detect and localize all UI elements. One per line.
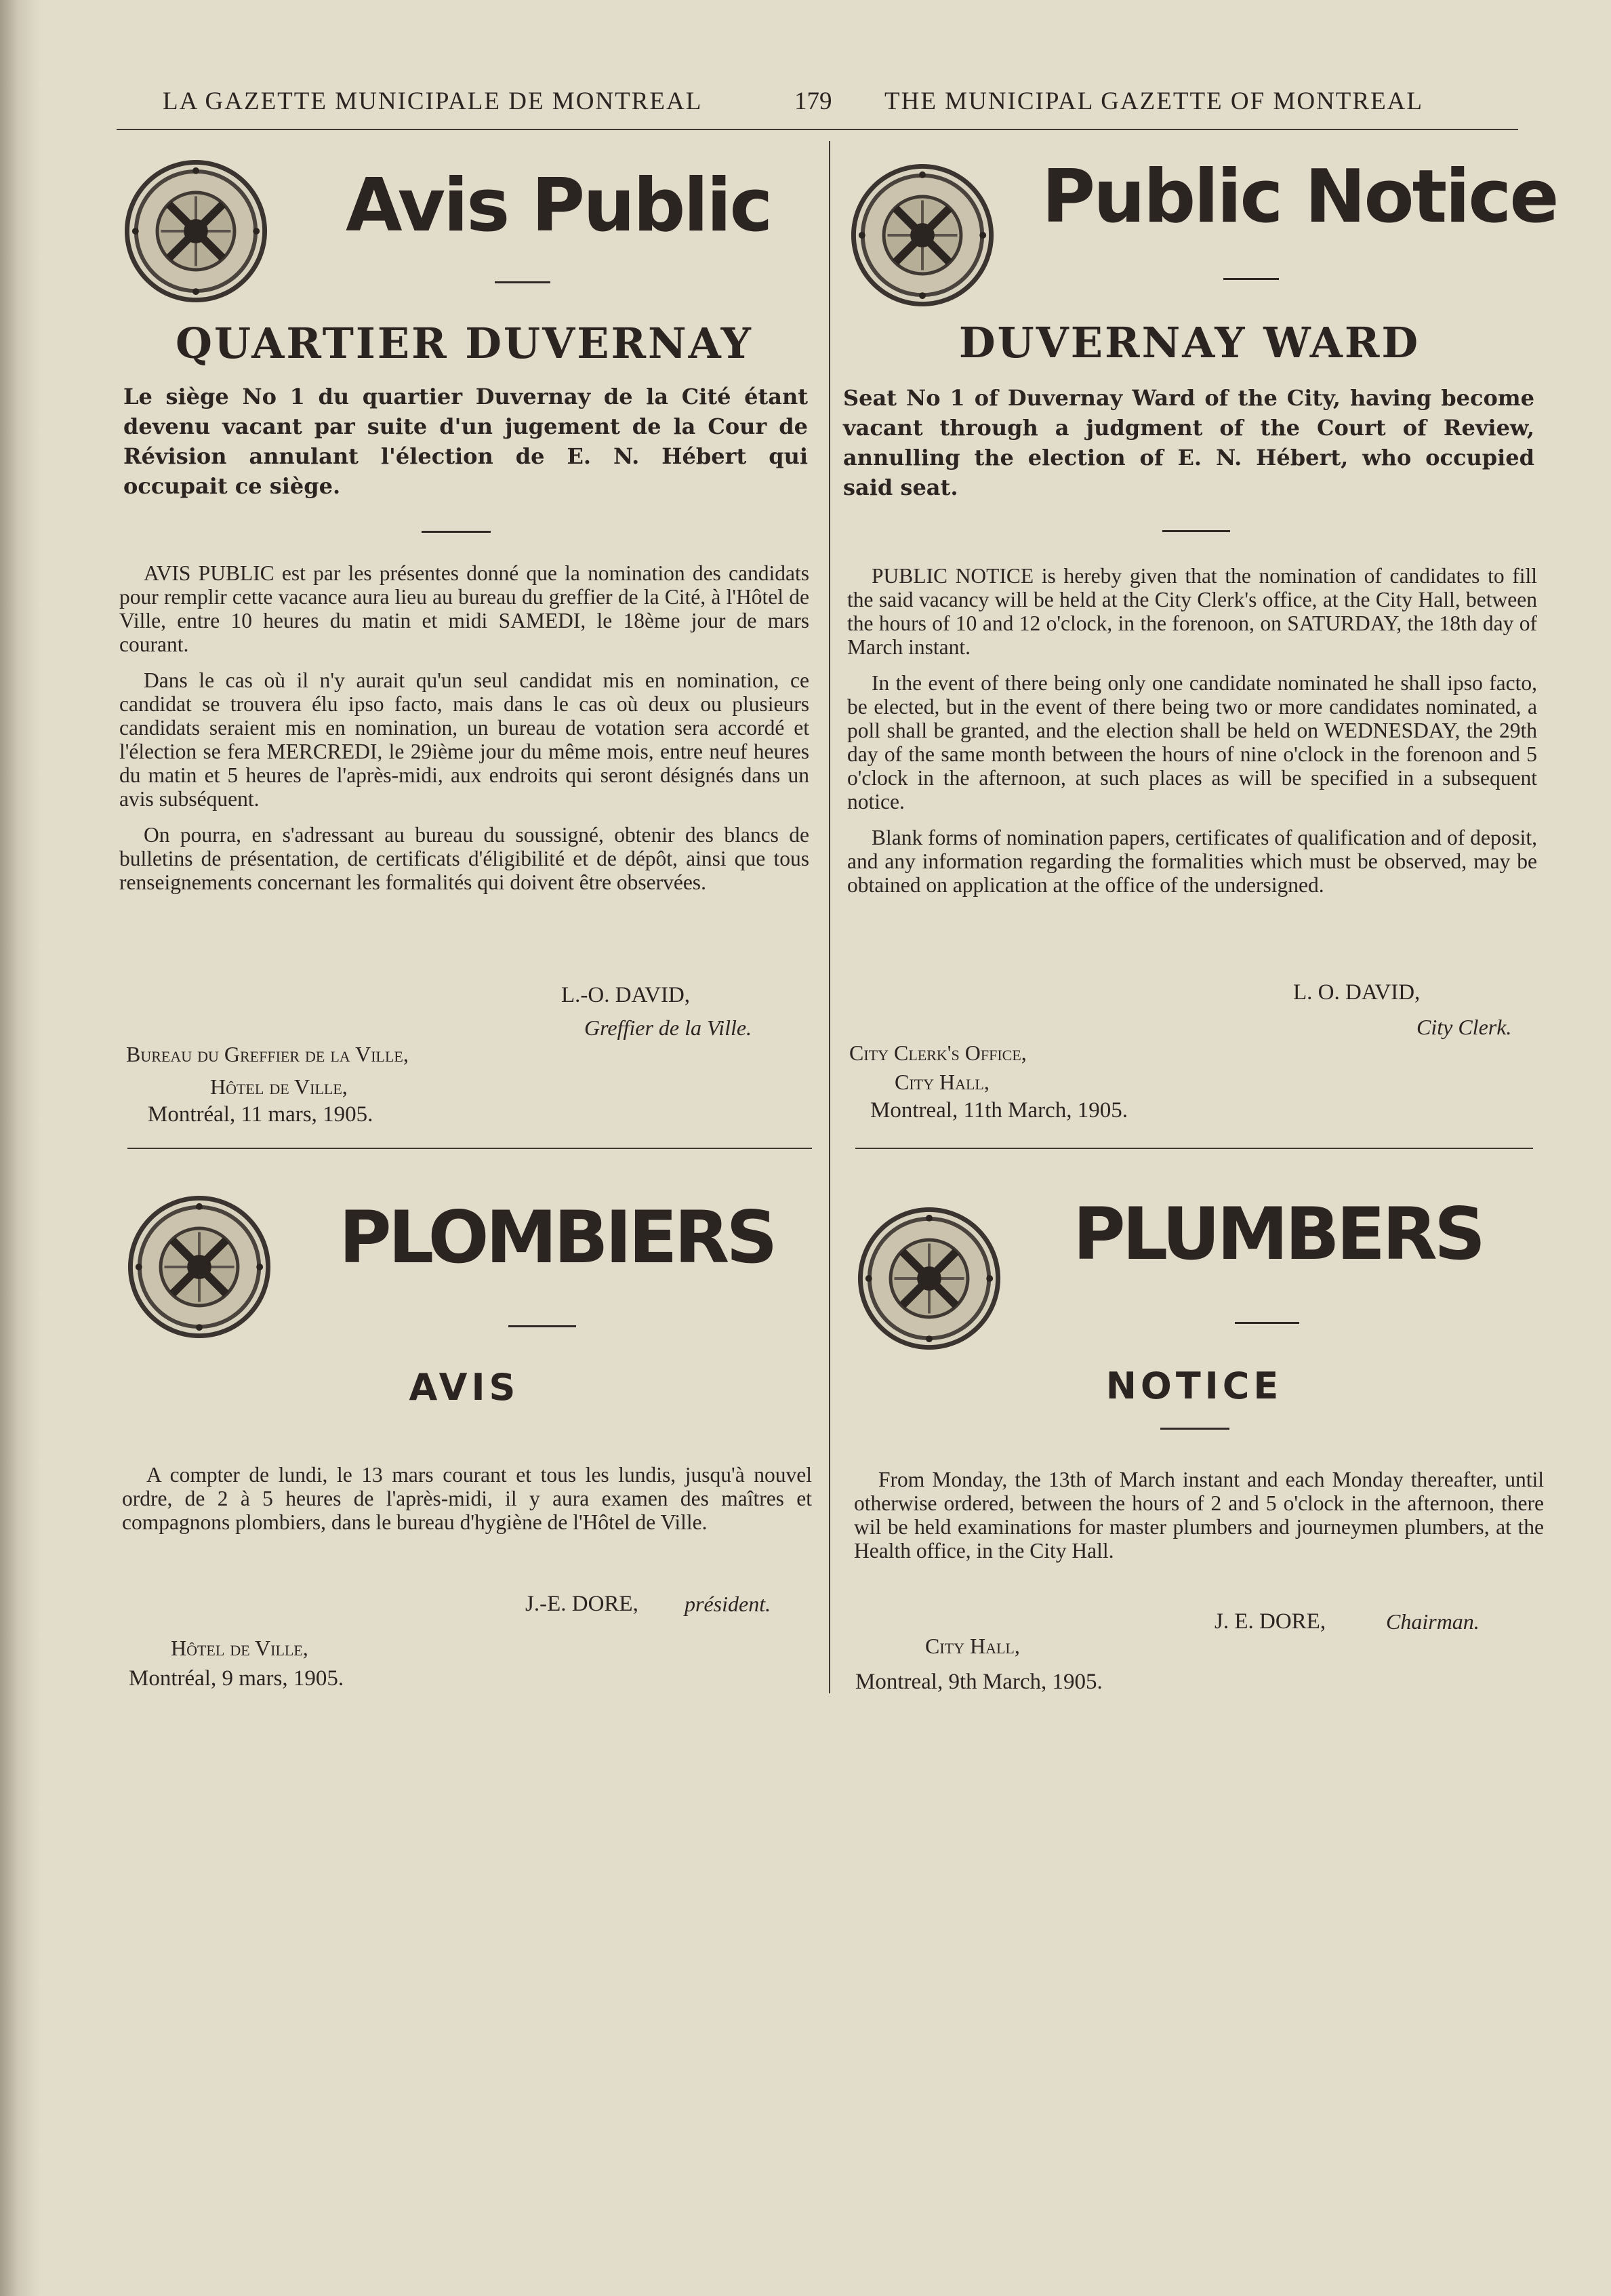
subtitle-rule <box>1160 1428 1229 1430</box>
title-rule <box>495 281 550 283</box>
subtitle-avis: AVIS <box>409 1366 520 1409</box>
place-en: City Hall, <box>925 1634 1020 1658</box>
lead-rule <box>1162 530 1230 532</box>
paragraph-fr-2: Dans le cas où il n'y aurait qu'un seul candidat mis en nomination, ce candidat se trouvera élu ipso facto, mais dans le cas où deux ou plusieurs candidats seraient mis en nomination, un bureau de votation sera accordé et l'élection se fera MERCREDI, le 29ième jour du même mois, entre neuf heures du matin et 5 heures de l'après-midi, aux endroits qui seront désignés dans un avis subséquent. <box>119 668 809 811</box>
body-plumbers <box>854 1468 1544 1575</box>
subtitle-notice: NOTICE <box>1105 1365 1283 1407</box>
dateline-plumbers: Montreal, 9th March, 1905. <box>855 1670 1103 1694</box>
dateline-fr: Montréal, 11 mars, 1905. <box>148 1102 373 1127</box>
place-fr: Hôtel de Ville, <box>171 1636 308 1660</box>
office-line-1: Bureau du Greffier de la Ville, <box>126 1042 409 1066</box>
title-public-notice: Public Notice <box>1042 155 1557 239</box>
paragraph-plombiers: A compter de lundi, le 13 mars courant et tous les lundis, jusqu'à nouvel ordre, de 2 à 5 heures de l'après-midi, il y aura examen des maîtres et compagnons plombiers, dans le bureau d'hygiène de l'Hôtel de Ville. <box>122 1463 812 1534</box>
signature-name: L. O. DAVID, <box>1293 980 1421 1005</box>
office-line-1: City Clerk's Office, <box>849 1041 1027 1065</box>
title-rule <box>1223 278 1279 280</box>
section-rule-left <box>127 1148 812 1149</box>
city-seal-icon <box>849 161 996 309</box>
body-en <box>847 564 1537 909</box>
lead-rule <box>422 531 491 533</box>
title-plumbers: PLUMBERS <box>1073 1192 1483 1276</box>
signature-name: J. E. DORE, <box>1215 1609 1326 1634</box>
header-rule <box>117 129 1518 130</box>
signature-title: Greffier de la Ville. <box>584 1015 752 1040</box>
title-rule <box>508 1325 576 1327</box>
office-line-2: City Hall, <box>895 1070 990 1094</box>
lead-paragraph-fr: Le siège No 1 du quartier Duvernay de la Cité étant devenu vacant par suite d'un jugement de la Cour de Révision annulant l'élection de E. N. Hébert qui occupait ce siège. <box>123 384 808 499</box>
city-seal-icon <box>855 1205 1003 1352</box>
signature-title: Chairman. <box>1386 1609 1480 1634</box>
title-plombiers: PLOMBIERS <box>339 1196 775 1279</box>
office-line-2: Hôtel de Ville, <box>210 1074 348 1099</box>
body-plombiers <box>122 1463 812 1546</box>
paragraph-en-1: PUBLIC NOTICE is hereby given that the nomination of candidates to fill the said vacancy will be held at the City Clerk's office, at the City Hall, between the hours of 10 and 12 o'clock, in the forenoon, on SATURDAY, the 18th day of March instant. <box>847 564 1537 659</box>
signature-name: J.-E. DORE, <box>525 1592 638 1616</box>
column-divider <box>829 141 830 1693</box>
dateline-en: Montreal, 11th March, 1905. <box>870 1098 1128 1123</box>
section-rule-right <box>855 1148 1533 1149</box>
signature-name: L.-O. DAVID, <box>561 983 691 1007</box>
running-head-english: THE MUNICIPAL GAZETTE OF MONTREAL <box>884 87 1423 115</box>
subtitle-quartier-duvernay: QUARTIER DUVERNAY <box>176 319 753 368</box>
paragraph-plumbers: From Monday, the 13th of March instant and each Monday thereafter, until otherwise ordered, between the hours of 2 and 5 o'clock in the afternoon, there wil be held examinations for master plumbers and journeymen plumbers, at the Health office, in the City Hall. <box>854 1468 1544 1563</box>
lead-paragraph-en: Seat No 1 of Duvernay Ward of the City, having become vacant through a judgment of the Court of Review, annulling the election of E. N. Hébert, who occupied said seat. <box>843 385 1534 500</box>
paragraph-en-3: Blank forms of nomination papers, certificates of qualification and of deposit, and any information regarding the formalities which must be observed, may be obtained on application at the office of the undersigned. <box>847 826 1537 897</box>
city-seal-icon <box>125 1193 273 1341</box>
signature-title: City Clerk. <box>1416 1015 1512 1039</box>
signature-title: président. <box>685 1592 771 1616</box>
dateline-plombiers: Montréal, 9 mars, 1905. <box>129 1666 344 1691</box>
body-fr <box>119 561 809 906</box>
paragraph-fr-3: On pourra, en s'adressant au bureau du soussigné, obtenir des blancs de bulletins de présentation, de certificats d'éligibilité et de dépôt, ainsi que tous renseignements concernant les formalités qui doivent être observées. <box>119 823 809 894</box>
running-head-french: LA GAZETTE MUNICIPALE DE MONTREAL <box>163 87 703 115</box>
city-seal-icon <box>122 157 270 305</box>
subtitle-duvernay-ward: DUVERNAY WARD <box>958 318 1421 367</box>
page-gutter-shadow <box>0 0 41 2296</box>
page-number: 179 <box>794 87 832 115</box>
paragraph-fr-1: AVIS PUBLIC est par les présentes donné que la nomination des candidats pour remplir cette vacance aura lieu au bureau du greffier de la Cité, à l'Hôtel de Ville, entre 10 heures du matin et midi SAMEDI, le 18ème jour de mars courant. <box>119 561 809 656</box>
title-rule <box>1235 1322 1299 1324</box>
title-avis-public: Avis Public <box>346 163 771 248</box>
paragraph-en-2: In the event of there being only one candidate nominated he shall ipso facto, be elected, but in the event of there being two or more candidates nominated, a poll shall be granted, and the election shall be held on WEDNESDAY, the 29th day of the same month between the hours of nine o'clock in the forenoon and 5 o'clock in the afternoon, at such places as will be specified in a subsequent notice. <box>847 671 1537 813</box>
